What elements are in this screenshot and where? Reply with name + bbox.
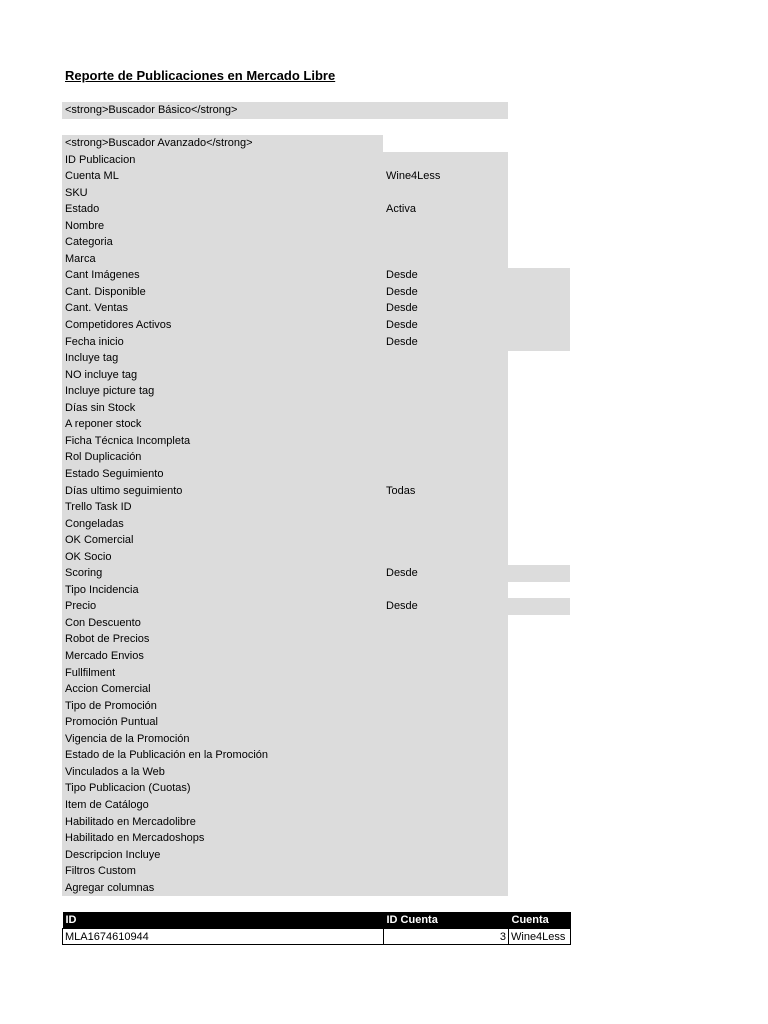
filter-label: Descripcion Incluye: [65, 848, 161, 861]
filter-value[interactable]: Desde: [386, 567, 418, 580]
filter-row[interactable]: [62, 863, 508, 880]
column-header-id[interactable]: ID: [63, 912, 384, 929]
filter-value[interactable]: Activa: [386, 203, 416, 216]
filter-value[interactable]: Todas: [386, 484, 416, 497]
filter-label: Filtros Custom: [65, 865, 136, 878]
filter-label: Cant. Disponible: [65, 285, 146, 298]
filter-row[interactable]: [62, 698, 508, 715]
filter-label: Item de Catálogo: [65, 798, 149, 811]
filter-label: Scoring: [65, 567, 103, 580]
filter-label: Días sin Stock: [65, 401, 136, 414]
filter-row[interactable]: [62, 747, 508, 764]
table-row[interactable]: [63, 929, 571, 945]
filter-row[interactable]: [62, 466, 508, 483]
filter-row[interactable]: [62, 284, 508, 301]
filter-row[interactable]: [62, 714, 508, 731]
filter-label: Categoria: [65, 236, 113, 249]
filter-row[interactable]: [62, 615, 508, 632]
filter-label: A reponer stock: [65, 418, 142, 431]
filter-label: Días ultimo seguimiento: [65, 484, 183, 497]
filter-row[interactable]: [62, 598, 508, 615]
filter-label: Cuenta ML: [65, 170, 119, 183]
advanced-search-header[interactable]: [62, 135, 508, 152]
cell-id-cuenta: 3: [384, 929, 509, 945]
filter-row[interactable]: [62, 780, 508, 797]
range-fields-extension: [508, 268, 570, 351]
filter-row[interactable]: [62, 631, 508, 648]
filter-label: Estado Seguimiento: [65, 467, 164, 480]
filter-row[interactable]: [62, 499, 508, 516]
filter-row[interactable]: [62, 565, 508, 582]
report-title: Reporte de Publicaciones en Mercado Libre: [65, 68, 336, 83]
filter-value[interactable]: Desde: [386, 269, 418, 282]
filter-row[interactable]: [62, 814, 508, 831]
filter-label: Trello Task ID: [65, 501, 132, 514]
filter-label: Vinculados a la Web: [65, 765, 165, 778]
filter-row[interactable]: [62, 251, 508, 268]
filter-label: SKU: [65, 186, 88, 199]
filter-row[interactable]: [62, 334, 508, 351]
filter-label: Vigencia de la Promoción: [65, 732, 190, 745]
filter-label: Ficha Técnica Incompleta: [65, 434, 191, 447]
filter-row[interactable]: [62, 400, 508, 417]
filter-label: OK Socio: [65, 550, 112, 563]
filter-row[interactable]: [62, 218, 508, 235]
filter-label: Rol Duplicación: [65, 451, 142, 464]
filter-label: Nombre: [65, 219, 105, 232]
filter-label: Precio: [65, 600, 97, 613]
filter-label: Estado: [65, 203, 100, 216]
filter-row[interactable]: [62, 449, 508, 466]
filter-label: Promoción Puntual: [65, 716, 158, 729]
filter-label: Tipo de Promoción: [65, 699, 157, 712]
filter-row[interactable]: [62, 681, 508, 698]
advanced-search-label: <strong>Buscador Avanzado</strong>: [65, 137, 253, 149]
filter-value[interactable]: Wine4Less: [386, 170, 441, 183]
filter-row[interactable]: [62, 267, 508, 284]
column-header-id-cuenta[interactable]: ID Cuenta: [384, 912, 509, 929]
filter-label: Accion Comercial: [65, 683, 151, 696]
filter-row[interactable]: [62, 797, 508, 814]
filter-row[interactable]: [62, 152, 508, 169]
cell-cuenta: Wine4Less: [509, 929, 571, 945]
column-header-cuenta[interactable]: Cuenta: [509, 912, 571, 929]
filter-label: Competidores Activos: [65, 319, 172, 331]
filter-row[interactable]: [62, 367, 508, 384]
filter-label: Marca: [65, 252, 96, 265]
filter-row[interactable]: [62, 433, 508, 450]
filter-row[interactable]: [62, 847, 508, 864]
results-table: [62, 912, 571, 945]
filter-value[interactable]: Desde: [386, 319, 418, 331]
results-header-row: [63, 912, 571, 929]
filter-row[interactable]: [62, 648, 508, 665]
filter-label: Congeladas: [65, 517, 124, 530]
filter-row[interactable]: [62, 416, 508, 433]
filter-label: OK Comercial: [65, 534, 134, 547]
filter-value[interactable]: Desde: [386, 302, 418, 315]
filter-row[interactable]: [62, 234, 508, 251]
filter-row[interactable]: [62, 168, 508, 185]
filter-row[interactable]: [62, 300, 508, 317]
filter-label: Mercado Envios: [65, 650, 144, 662]
filter-row[interactable]: [62, 731, 508, 748]
precio-range-extension: [508, 598, 570, 615]
filter-value[interactable]: Desde: [386, 285, 418, 298]
filter-row[interactable]: [62, 317, 508, 334]
filter-row[interactable]: [62, 665, 508, 682]
filter-label: NO incluye tag: [65, 368, 138, 381]
filter-label: Incluye picture tag: [65, 385, 155, 398]
filter-row[interactable]: [62, 582, 508, 599]
filter-label: Fullfilment: [65, 666, 116, 679]
filter-row[interactable]: [62, 516, 508, 533]
filter-row[interactable]: [62, 830, 508, 847]
filter-label: Cant Imágenes: [65, 269, 140, 282]
filter-label: Tipo Incidencia: [65, 583, 139, 596]
filter-row[interactable]: [62, 483, 508, 500]
filter-label: Habilitado en Mercadolibre: [65, 815, 196, 828]
filter-value[interactable]: Desde: [386, 600, 418, 613]
filter-label: Robot de Precios: [65, 633, 150, 646]
scoring-range-extension: [508, 565, 570, 582]
cell-id: MLA1674610944: [63, 929, 384, 945]
filter-label: Con Descuento: [65, 616, 141, 629]
filter-row[interactable]: [62, 764, 508, 781]
filter-label: Fecha inicio: [65, 335, 124, 348]
filter-label: Tipo Publicacion (Cuotas): [65, 782, 191, 795]
filter-label: ID Publicacion: [65, 153, 136, 166]
filter-row[interactable]: [62, 350, 508, 367]
filter-row[interactable]: [62, 532, 508, 549]
filter-row[interactable]: [62, 201, 508, 218]
filter-label: Incluye tag: [65, 352, 119, 365]
filter-row[interactable]: [62, 549, 508, 566]
filter-row[interactable]: [62, 185, 508, 202]
filter-label: Estado de la Publicación en la Promoción: [65, 749, 269, 762]
basic-search-toggle[interactable]: <strong>Buscador Básico</strong>: [62, 102, 508, 119]
filter-value[interactable]: Desde: [386, 335, 418, 348]
filter-label: Habilitado en Mercadoshops: [65, 832, 205, 845]
filter-row[interactable]: [62, 880, 508, 897]
filter-label: Agregar columnas: [65, 881, 155, 894]
filter-row[interactable]: [62, 383, 508, 400]
filter-label: Cant. Ventas: [65, 302, 128, 315]
